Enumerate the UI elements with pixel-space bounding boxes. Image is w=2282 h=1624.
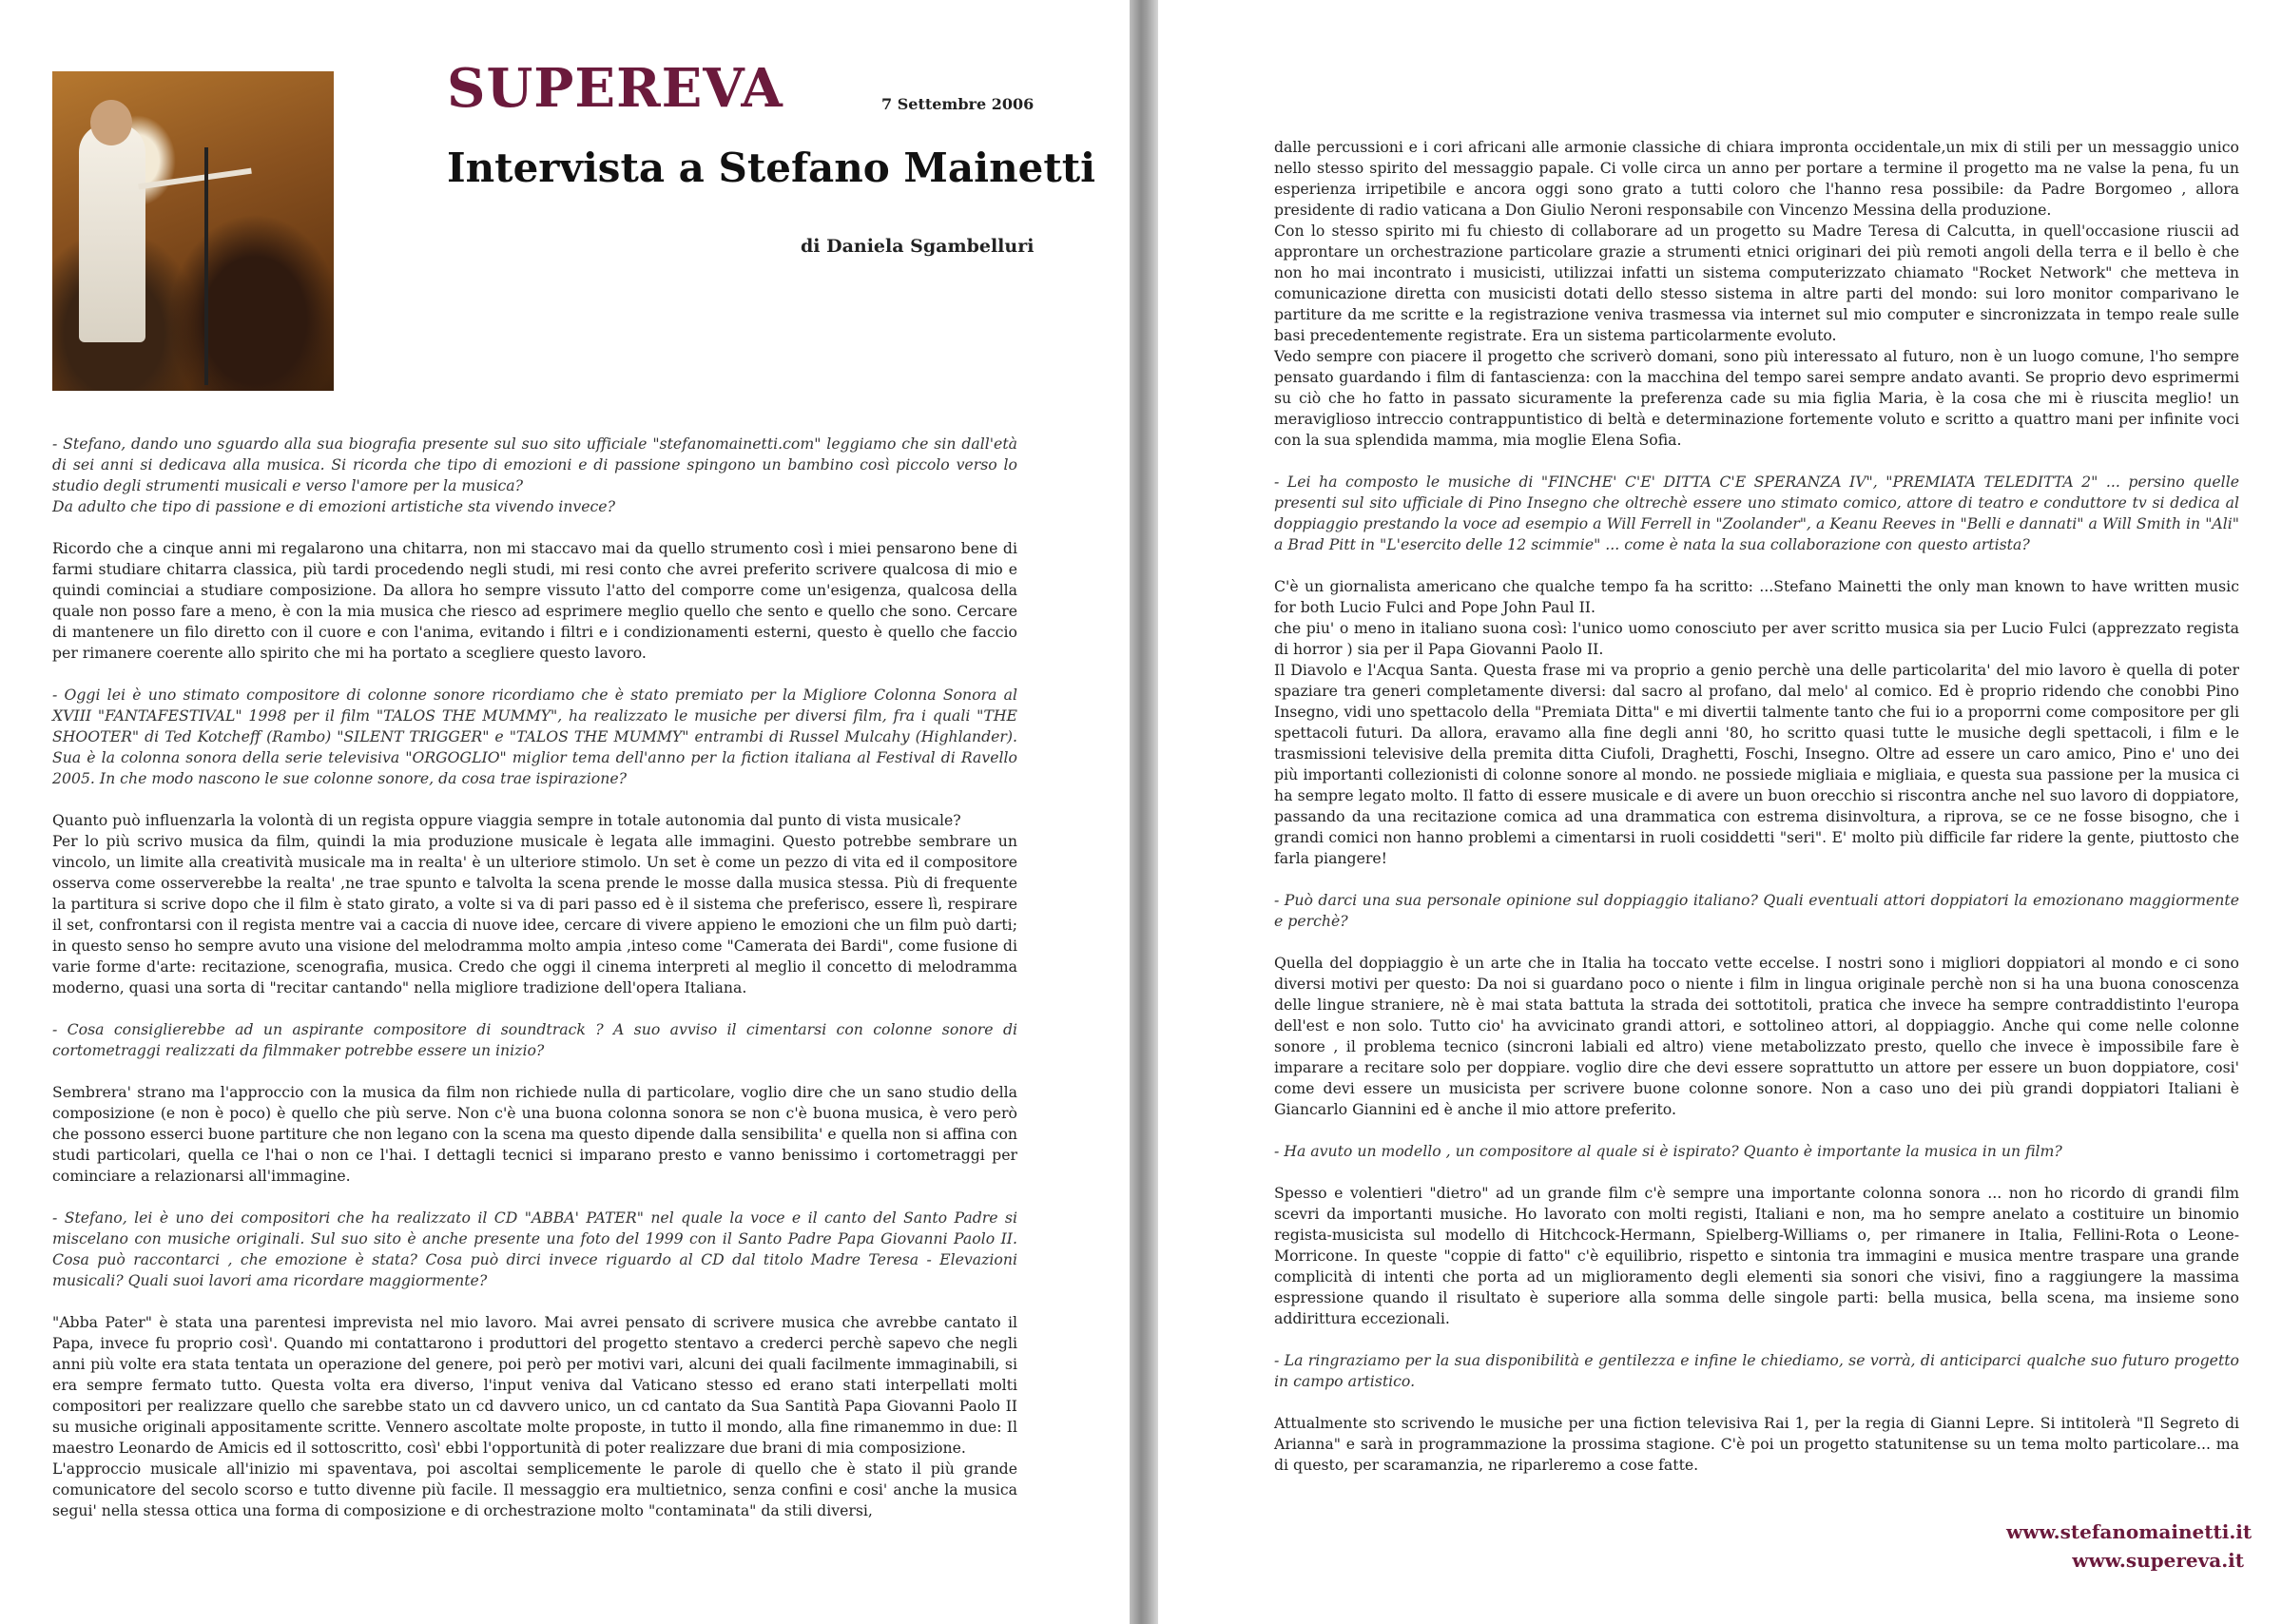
site-link-stefanomainetti: www.stefanomainetti.it [2006,1520,2253,1543]
article-date: 7 Settembre 2006 [881,95,1035,113]
composer-photo [52,71,334,391]
answer-1: Ricordo che a cinque anni mi regalarono una chitarra, non mi staccavo mai da quello strumento così i miei pensarono bene di farmi studiare chitarra classica, più tardi procedendo negli studi, mi resi conto che avrei preferito scrivere qualcosa di mio e quindi cominciai a studiare composizione. Da allora ho sempre vissuto l'atto del comporre come un'esigenza, qualcosa della quale non posso fare a meno, è con la mia musica che riesco ad esprimere meglio quello che sento e quello che sono. Cercare di mantenere un filo diretto con il cuore e con l'anima, evitando i filtri e i condizionamenti esterni, questo è quello che faccio per rimanere coerente allo spirito che mi ha portato a scegliere questo lavoro. [52,539,1017,662]
photo-conductor-arm [138,168,252,190]
question-6: - Lei ha composto le musiche di "FINCHE' C'E' DITTA C'E SPERANZA IV", "PREMIATA TELEDITTA 2" ... persino quelle presenti sul sito ufficiale di Pino Insegno che oltrechè essere uno stimato comico, attore di teatro e conduttore tv si dedica al doppiaggio prestando la voce ad esempio a Will Ferrell in "Zoolander", a Keanu Reeves in "Belli e dannati" a Will Smith in "Ali" a Brad Pitt in "L'esercito delle 12 scimmie" ... come è nata la sua collaborazione con questo artista? [1274,473,2239,553]
question-8: - Ha avuto un modello , un compositore al quale si è ispirato? Quanto è importante la musica in un film? [1274,1142,2062,1160]
question-5: - Stefano, lei è uno dei compositori che ha realizzato il CD "ABBA' PATER" nel quale la voce e il canto del Santo Padre si miscelano con musiche originali. Sul suo sito è anche presente una foto del 1999 con il Santo Padre Papa Giovanni Paolo II. Cosa può raccontarci , che emozione è stata? Cosa può dirci invece riguardo al CD dal titolo Madre Teresa - Elevazioni musicali? Quali suoi lavori ama ricordare maggiormente? [52,1208,1017,1289]
page-gutter [1130,0,1158,1624]
question-7: - Può darci una sua personale opinione sul doppiaggio italiano? Quali eventuali attori doppiatori la emozionano maggiormente e perchè? [1274,891,2239,930]
answer-9: Attualmente sto scrivendo le musiche per una fiction televisiva Rai 1, per la regia di Gianni Lepre. Si intitolerà "Il Segreto di Arianna" e sarà in programmazione la prossima stagione. C'è poi un progetto statunitense su un tema molto particolare... ma di questo, per scaramanzia, ne riparleremo a cose fatte. [1274,1414,2239,1474]
photo-conductor-head [90,100,132,145]
question-1: - Stefano, dando uno sguardo alla sua biografia presente sul suo sito ufficiale "stefanomainetti.com" leggiamo che sin dall'età di sei anni si dedicava alla musica. Si ricorda che tipo di emozioni e di passione spingono un bambino così piccolo verso lo studio degli strumenti musicali e verso l'amore per la musica? Da adulto che tipo di passione e di emozioni artistiche sta vivendo invece? [52,435,1017,515]
site-link-supereva: www.supereva.it [2072,1549,2244,1572]
answer-4: Sembrera' strano ma l'approccio con la musica da film non richiede nulla di particolare, voglio dire che un sano studio della composizione (e non è poco) è quello che più serve. Non c'è una buona colonna sonora se non c'è buona musica, è vero però che possono esserci buone partiture che non legano con la scena ma questo dipende dalla sensibilita' e quella non si affina con studi particolari, quella ce l'hai o non ce l'hai. I dettagli tecnici si imparano presto e vanno benissimo i cortometraggi per cominciare a relazionarsi all'immagine. [52,1083,1017,1185]
question-9: - La ringraziamo per la sua disponibilità e gentilezza e infine le chiediamo, se vorrà, di anticiparci qualche suo futuro progetto in campo artistico. [1274,1351,2239,1390]
question-2: - Oggi lei è uno stimato compositore di colonne sonore ricordiamo che è stato premiato per la Migliore Colonna Sonora al XVIII "FANTAFESTIVAL" 1998 per il film "TALOS THE MUMMY", ha realizzato le musiche per diversi film, fra i quali "THE SHOOTER" di Ted Kotcheff (Rambo) "SILENT TRIGGER" e "TALOS THE MUMMY" entrambi di Russel Mulcahy (Highlander). Sua è la colonna sonora della serie televisiva "ORGOGLIO" miglior tema dell'anno per la fiction italiana al Festival di Ravello 2005. In che modo nascono le sue colonne sonore, da cosa trae ispirazione? [52,686,1017,787]
byline: di Daniela Sgambelluri [801,236,1035,257]
article-column-right [1274,137,2239,1476]
answer-5: "Abba Pater" è stata una parentesi imprevista nel mio lavoro. Mai avrei pensato di scrivere musica che avrebbe cantato il Papa, invece fu proprio così'. Quando mi contattarono i produttori del progetto stentavo a crederci perchè sapevo che negli anni più volte era stata tentata un operazione del genere, poi però per motivi vari, alcuni dei quali facilmente immaginabili, si era sempre fermato tutto. Questa volta era diverso, l'input veniva dal Vaticano stesso ed erano stati interpellati molti compositori per realizzare quello che sarebbe stato un cd davvero unico, un cd cantato da Sua Santità Papa Giovanni Paolo II su musiche originali appositamente scritte. Vennero ascoltate molte proposte, in tutto il mondo, alla fine rimanemmo in due: Il maestro Leonardo de Amicis ed il sottoscritto, così' ebbi l'opportunità di poter realizzare due brani di mia composizione. L'approccio musicale all'inizio mi spaventava, poi ascoltai semplicemente le parole di quello che è stato il più grande comunicatore del secolo scorso e tutto divenne più facile. Il messaggio era multietnico, senza confini e cosi' anche la musica segui' nella stessa ottica una forma di composizione e di orchestrazione molto "contaminata" da stili diversi, [52,1313,1017,1519]
answer-5-continued: dalle percussioni e i cori africani alle armonie classiche di chiara impronta occidentale,un mix di stili per un messaggio unico nello stesso spirito del messaggio papale. Ci volle circa un anno per portare a termine il progetto ma ne valse la pena, fu un esperienza irripetibile e ancora oggi sono grato a tutti coloro che l'hanno resa possibile: da Padre Borgomeo , allora presidente di radio vaticana a Don Giulio Neroni responsabile con Vincenzo Messina della produzione. Con lo stesso spirito mi fu chiesto di collaborare ad un progetto su Madre Teresa di Calcutta, in quell'occasione riuscii ad approntare un orchestrazione particolare grazie a strumenti etnici originari dei più remoti angoli della terra e il bello è che non ho mai incontrato i musicisti, utilizzai infatti un sistema computerizzato chiamato "Rocket Network" che metteva in comunicazione diretta con musicisti dotati dello stesso sistema in altre parti del mondo: sui loro monitor comparivano le partiture da me scritte e la registrazione veniva trasmessa via internet sul mio computer e sincronizzata in tempo reale sulle basi precedentemente registrate. Era un sistema particolarmente evoluto. Vedo sempre con piacere il progetto che scriverò domani, sono più interessato al futuro, non è un luogo comune, l'ho sempre pensato guardando i film di fantascienza: con la macchina del tempo sarei sempre andato avanti. Se proprio devo esprimermi su ciò che ho fatto in passato sicuramente la preferenza cade su mia figlia Maria, è la cosa che mi è riuscita meglio! un meraviglioso intreccio contrappuntistico di beltà e determinazione fortemente voluto e scritto a quattro mani per infinite voci con la sua splendida mamma, mia moglie Elena Sofia. [1274,138,2239,449]
article-title: Intervista a Stefano Mainetti [447,145,1096,191]
question-4: - Cosa consiglierebbe ad un aspirante compositore di soundtrack ? A suo avviso il cimentarsi con colonne sonore di cortometraggi realizzati da filmmaker potrebbe essere un inizio? [52,1020,1017,1059]
answer-8: Spesso e volentieri "dietro" ad un grande film c'è sempre una importante colonna sonora ... non ho ricordo di grandi film scevri da importanti musiche. Ho lavorato con molti registi, Italiani e non, ma ho sempre anelato a costituire un binomio regista-musicista sul modello di Hitchcock-Hermann, Spielberg-Williams o, per rimanere in Italia, Fellini-Rota o Leone-Morricone. In queste "coppie di fatto" c'è equilibrio, rispetto e sintonia tra immagini e musica mentre traspare una grande complicità di intenti che porta ad un miglioramento degli elementi sia sonori che visivi, fino a raggiungere la massima espressione quando il risultato è superiore alla somma delle singole parti: bella musica, bella scena, ma insieme sono addirittura eccezionali. [1274,1184,2239,1327]
page-left [0,0,1130,1624]
masthead: SUPEREVA [447,57,783,120]
website-links [2006,1518,2253,1575]
answer-3: Per lo più scrivo musica da film, quindi la mia produzione musicale è legata alle immagini. Questo potrebbe sembrare un vincolo, un limite alla creatività musicale ma in realta' è un ulteriore stimolo. Un set è come un pezzo di vita ed il compositore osserva come osserverebbe la realta' ,ne trae spunto e talvolta la scena prende le mosse dalla musica stessa. Più di frequente la partitura si scrive dopo che il film è stato girato, a volte si va di pari passo ed è il sistema che preferisco, essere lì, respirare il set, confrontarsi con il regista mentre vai a caccia di nuove idee, cercare di vivere appieno le emozioni che un film può darti; in questo senso ho sempre avuto una visione del melodramma molto ampia ,inteso come "Camerata dei Bardi", come fusione di varie forme d'arte: recitazione, scenografia, musica. Credo che oggi il cinema interpreti al meglio il concetto di melodramma moderno, quasi una sorta di "recitar cantando" nella migliore tradizione dell'opera Italiana. [52,832,1017,996]
photo-conductor-figure [79,124,145,342]
question-3: Quanto può influenzarla la volontà di un regista oppure viaggia sempre in totale autonomia dal punto di vista musicale? [52,811,961,829]
photo-music-stand [204,147,208,385]
answer-6: C'è un giornalista americano che qualche tempo fa ha scritto: ...Stefano Mainetti the only man known to have written music for both Lucio Fulci and Pope John Paul II. che piu' o meno in italiano suona così: l'unico uomo conosciuto per aver scritto musica sia per Lucio Fulci (apprezzato regista di horror ) sia per il Papa Giovanni Paolo II. Il Diavolo e l'Acqua Santa. Questa frase mi va proprio a genio perchè una delle particolarita' del mio lavoro è quella di poter spaziare tra generi completamente diversi: dal sacro al profano, dal melo' al comico. Ed è proprio ridendo che conobbi Pino Insegno, vidi uno spettacolo della "Premiata Ditta" e mi divertii talmente tanto che fui io a proporrni come compositore per gli spettacoli futuri. Da allora, eravamo alla fine degli anni '80, ho scritto quasi tutte le musiche degli spettacoli, i film e le trasmissioni televisive della premita ditta Ciufoli, Draghetti, Foschi, Insegno. Oltre ad essere un caro amico, Pino e' uno dei più importanti collezionisti di colonne sonore al mondo. ne possiede migliaia e migliaia, e questa sua passione per la musica ci ha sempre legato molto. Il fatto di essere musicale e di avere un buon orecchio si riscontra anche nel suo lavoro di doppiatore, passando da una recitazione comica ad una drammatica con estrema disinvoltura, a riprova, se ce ne fosse bisogno, che i grandi comici non hanno problemi a cimentarsi in ruoli cosiddetti "seri". E' molto più difficile far ridere la gente, piuttosto che farla piangere! [1274,577,2239,867]
answer-7: Quella del doppiaggio è un arte che in Italia ha toccato vette eccelse. I nostri sono i migliori doppiatori al mondo e ci sono diversi motivi per questo: Da noi si guardano poco o niente i film in lingua originale perchè non si ha una buona conoscenza delle lingue straniere, nè è mai stata battuta la strada dei sottotitoli, pratica che invece ha sempre contraddistinto l'europa dell'est e non solo. Tutto cio' ha avvicinato grandi attori, e sottolineo attori, al doppiaggio. Anche qui come nelle colonne sonore , il problema tecnico (sincroni labiali ed altro) viene metabolizzato presto, quello che invece è impossibile fare è imparare a recitare solo per doppiare. voglio dire che devi essere soprattutto un attore per essere un buon doppiatore, cosi' come devi essere un musicista per scrivere buone colonne sonore. Non a caso uno dei più grandi doppiatori Italiani è Giancarlo Giannini ed è anche il mio attore preferito. [1274,954,2239,1118]
article-column-left [52,434,1017,1521]
